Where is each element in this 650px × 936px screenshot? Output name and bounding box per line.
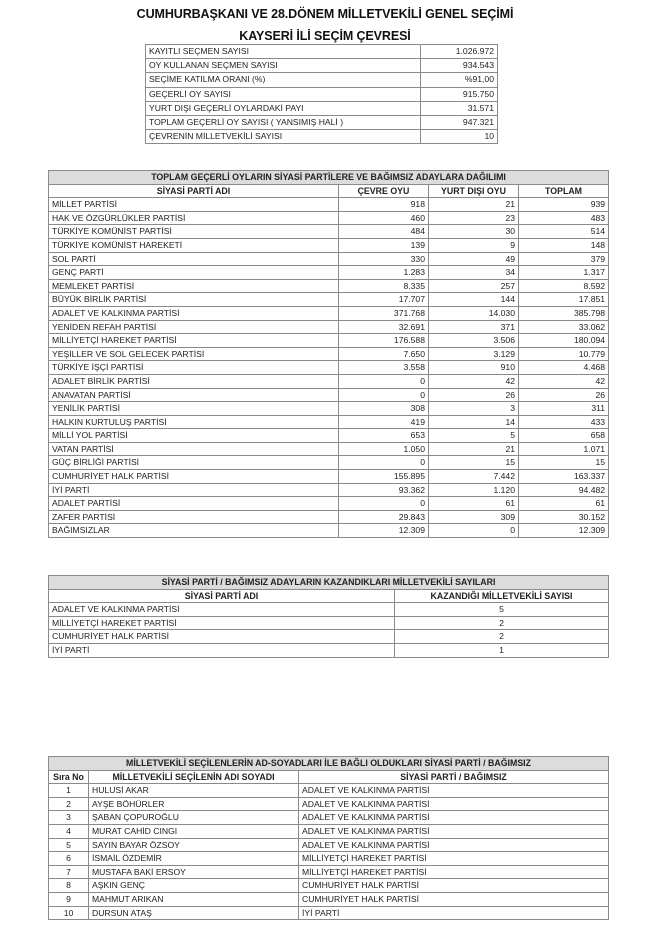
votes-row [49, 470, 609, 484]
district-votes: 176.588 [339, 334, 429, 348]
summary-label: KAYITLI SEÇMEN SAYISI [146, 45, 421, 59]
party-name: YENİDEN REFAH PARTİSİ [49, 320, 339, 334]
total-votes: 10.779 [519, 347, 609, 361]
abroad-votes: 49 [429, 252, 519, 266]
district-votes: 371.768 [339, 306, 429, 320]
total-votes: 379 [519, 252, 609, 266]
abroad-votes: 42 [429, 374, 519, 388]
mp-order: 6 [49, 852, 89, 866]
summary-row [146, 116, 498, 130]
mp-party: ADALET VE KALKINMA PARTİSİ [299, 784, 609, 798]
seat-count: 1 [395, 643, 609, 657]
abroad-votes: 23 [429, 211, 519, 225]
votes-row [49, 374, 609, 388]
votes-row [49, 361, 609, 375]
votes-row [49, 524, 609, 538]
seats-row [49, 603, 609, 617]
mp-party: ADALET VE KALKINMA PARTİSİ [299, 811, 609, 825]
abroad-votes: 7.442 [429, 470, 519, 484]
total-votes: 8.592 [519, 279, 609, 293]
mps-row [49, 784, 609, 798]
votes-row [49, 429, 609, 443]
votes-header-district: ÇEVRE OYU [339, 184, 429, 198]
abroad-votes: 910 [429, 361, 519, 375]
mps-table [48, 756, 609, 920]
mp-order: 5 [49, 838, 89, 852]
summary-row [146, 87, 498, 101]
mps-row [49, 797, 609, 811]
mp-name: MAHMUT ARIKAN [89, 892, 299, 906]
mp-party: ADALET VE KALKINMA PARTİSİ [299, 797, 609, 811]
district-votes: 8.335 [339, 279, 429, 293]
abroad-votes: 144 [429, 293, 519, 307]
summary-value: 1.026.972 [421, 45, 498, 59]
district-votes: 0 [339, 374, 429, 388]
abroad-votes: 21 [429, 198, 519, 212]
votes-row [49, 483, 609, 497]
mp-order: 7 [49, 865, 89, 879]
summary-row [146, 130, 498, 144]
total-votes: 1.071 [519, 442, 609, 456]
abroad-votes: 26 [429, 388, 519, 402]
total-votes: 658 [519, 429, 609, 443]
seat-count: 2 [395, 616, 609, 630]
party-name: TÜRKİYE KOMÜNİST PARTİSİ [49, 225, 339, 239]
mp-party: ADALET VE KALKINMA PARTİSİ [299, 838, 609, 852]
mp-name: ŞABAN ÇOPUROĞLU [89, 811, 299, 825]
district-votes: 17.707 [339, 293, 429, 307]
votes-row [49, 266, 609, 280]
mps-header-party: SİYASİ PARTİ / BAĞIMSIZ [299, 770, 609, 784]
party-name: YENİLİK PARTİSİ [49, 402, 339, 416]
votes-row [49, 497, 609, 511]
votes-row [49, 225, 609, 239]
party-name: İYİ PARTİ [49, 483, 339, 497]
mp-party: CUMHURİYET HALK PARTİSİ [299, 879, 609, 893]
total-votes: 17.851 [519, 293, 609, 307]
votes-row [49, 415, 609, 429]
district-votes: 3.558 [339, 361, 429, 375]
party-name: ADALET VE KALKINMA PARTİSİ [49, 603, 395, 617]
mps-row [49, 906, 609, 920]
party-name: MİLLET PARTİSİ [49, 198, 339, 212]
party-name: HAK VE ÖZGÜRLÜKLER PARTİSİ [49, 211, 339, 225]
district-votes: 93.362 [339, 483, 429, 497]
mp-party: İYİ PARTİ [299, 906, 609, 920]
mp-party: MİLLİYETÇİ HAREKET PARTİSİ [299, 865, 609, 879]
district-votes: 7.650 [339, 347, 429, 361]
votes-row [49, 293, 609, 307]
party-name: MİLLİ YOL PARTİSİ [49, 429, 339, 443]
district-votes: 484 [339, 225, 429, 239]
abroad-votes: 9 [429, 238, 519, 252]
mp-order: 1 [49, 784, 89, 798]
total-votes: 385.798 [519, 306, 609, 320]
party-name: ADALET PARTİSİ [49, 497, 339, 511]
seats-table-caption: SİYASİ PARTİ / BAĞIMSIZ ADAYLARIN KAZANDIKLARI MİLLETVEKİLİ SAYILARI [49, 576, 609, 590]
party-name: VATAN PARTİSİ [49, 442, 339, 456]
votes-row [49, 320, 609, 334]
total-votes: 4.468 [519, 361, 609, 375]
summary-label: TOPLAM GEÇERLİ OY SAYISI ( YANSIMIŞ HALİ ) [146, 116, 421, 130]
total-votes: 1.317 [519, 266, 609, 280]
party-name: MİLLİYETÇİ HAREKET PARTİSİ [49, 334, 339, 348]
votes-row [49, 306, 609, 320]
votes-row [49, 252, 609, 266]
total-votes: 26 [519, 388, 609, 402]
total-votes: 939 [519, 198, 609, 212]
seat-count: 5 [395, 603, 609, 617]
party-name: YEŞİLLER VE SOL GELECEK PARTİSİ [49, 347, 339, 361]
total-votes: 42 [519, 374, 609, 388]
mp-party: CUMHURİYET HALK PARTİSİ [299, 892, 609, 906]
mp-name: İSMAİL ÖZDEMİR [89, 852, 299, 866]
mps-row [49, 824, 609, 838]
abroad-votes: 3.506 [429, 334, 519, 348]
mp-name: HULUSİ AKAR [89, 784, 299, 798]
document-subtitle: KAYSERİ İLİ SEÇİM ÇEVRESİ [239, 29, 411, 43]
party-name: HALKIN KURTULUŞ PARTİSİ [49, 415, 339, 429]
total-votes: 311 [519, 402, 609, 416]
total-votes: 148 [519, 238, 609, 252]
party-name: MEMLEKET PARTİSİ [49, 279, 339, 293]
total-votes: 163.337 [519, 470, 609, 484]
party-name: BAĞIMSIZLAR [49, 524, 339, 538]
votes-row [49, 456, 609, 470]
summary-row [146, 59, 498, 73]
seats-row [49, 616, 609, 630]
district-votes: 0 [339, 456, 429, 470]
votes-header-total: TOPLAM [519, 184, 609, 198]
summary-value: 915.750 [421, 87, 498, 101]
votes-row [49, 279, 609, 293]
abroad-votes: 3.129 [429, 347, 519, 361]
district-votes: 1.050 [339, 442, 429, 456]
summary-row [146, 73, 498, 87]
party-name: TÜRKİYE KOMÜNİST HAREKETİ [49, 238, 339, 252]
abroad-votes: 5 [429, 429, 519, 443]
votes-header-abroad: YURT DIŞI OYU [429, 184, 519, 198]
abroad-votes: 3 [429, 402, 519, 416]
summary-label: YURT DIŞI GEÇERLİ OYLARDAKİ PAYI [146, 101, 421, 115]
summary-value: 934.543 [421, 59, 498, 73]
mp-name: AŞKIN GENÇ [89, 879, 299, 893]
mp-name: AYŞE BÖHÜRLER [89, 797, 299, 811]
mps-row [49, 865, 609, 879]
party-name: ADALET VE KALKINMA PARTİSİ [49, 306, 339, 320]
abroad-votes: 1.120 [429, 483, 519, 497]
district-votes: 32.691 [339, 320, 429, 334]
mps-row [49, 892, 609, 906]
district-votes: 460 [339, 211, 429, 225]
mp-name: MUSTAFA BAKİ ERSOY [89, 865, 299, 879]
district-votes: 0 [339, 497, 429, 511]
abroad-votes: 61 [429, 497, 519, 511]
votes-header-party: SİYASİ PARTİ ADI [49, 184, 339, 198]
mps-header-no: Sıra No [49, 770, 89, 784]
abroad-votes: 34 [429, 266, 519, 280]
summary-label: OY KULLANAN SEÇMEN SAYISI [146, 59, 421, 73]
party-name: BÜYÜK BİRLİK PARTİSİ [49, 293, 339, 307]
document-title: CUMHURBAŞKANI VE 28.DÖNEM MİLLETVEKİLİ GENEL SEÇİMİ [136, 7, 514, 21]
district-votes: 139 [339, 238, 429, 252]
mp-name: SAYIN BAYAR ÖZSOY [89, 838, 299, 852]
mps-table-caption: MİLLETVEKİLİ SEÇİLENLERİN AD-SOYADLARI İLE BAĞLI OLDUKLARI SİYASİ PARTİ / BAĞIMSIZ [49, 757, 609, 771]
district-votes: 918 [339, 198, 429, 212]
votes-row [49, 402, 609, 416]
total-votes: 30.152 [519, 510, 609, 524]
party-name: CUMHURİYET HALK PARTİSİ [49, 630, 395, 644]
party-name: ANAVATAN PARTİSİ [49, 388, 339, 402]
mp-party: MİLLİYETÇİ HAREKET PARTİSİ [299, 852, 609, 866]
total-votes: 15 [519, 456, 609, 470]
total-votes: 12.309 [519, 524, 609, 538]
mp-order: 4 [49, 824, 89, 838]
total-votes: 514 [519, 225, 609, 239]
abroad-votes: 14.030 [429, 306, 519, 320]
seats-row [49, 643, 609, 657]
party-name: GENÇ PARTİ [49, 266, 339, 280]
mps-row [49, 811, 609, 825]
summary-table [145, 44, 498, 144]
votes-row [49, 347, 609, 361]
summary-value: %91,00 [421, 73, 498, 87]
mp-name: MURAT CAHİD CINGI [89, 824, 299, 838]
total-votes: 180.094 [519, 334, 609, 348]
district-votes: 419 [339, 415, 429, 429]
votes-row [49, 510, 609, 524]
mps-row [49, 838, 609, 852]
abroad-votes: 30 [429, 225, 519, 239]
abroad-votes: 0 [429, 524, 519, 538]
seats-header-count: KAZANDIĞI MİLLETVEKİLİ SAYISI [395, 589, 609, 603]
abroad-votes: 309 [429, 510, 519, 524]
district-votes: 653 [339, 429, 429, 443]
mp-party: ADALET VE KALKINMA PARTİSİ [299, 824, 609, 838]
district-votes: 12.309 [339, 524, 429, 538]
summary-value: 31.571 [421, 101, 498, 115]
mp-order: 2 [49, 797, 89, 811]
summary-label: ÇEVRENİN MİLLETVEKİLİ SAYISI [146, 130, 421, 144]
votes-table [48, 170, 609, 538]
party-name: SOL PARTİ [49, 252, 339, 266]
abroad-votes: 257 [429, 279, 519, 293]
seats-row [49, 630, 609, 644]
mp-name: DURSUN ATAŞ [89, 906, 299, 920]
abroad-votes: 15 [429, 456, 519, 470]
summary-value: 10 [421, 130, 498, 144]
summary-row [146, 101, 498, 115]
seats-table [48, 575, 609, 658]
summary-value: 947.321 [421, 116, 498, 130]
district-votes: 308 [339, 402, 429, 416]
votes-row [49, 198, 609, 212]
total-votes: 94.482 [519, 483, 609, 497]
total-votes: 433 [519, 415, 609, 429]
votes-table-caption: TOPLAM GEÇERLİ OYLARIN SİYASİ PARTİLERE VE BAĞIMSIZ ADAYLARA DAĞILIMI [49, 171, 609, 185]
total-votes: 33.062 [519, 320, 609, 334]
district-votes: 0 [339, 388, 429, 402]
votes-row [49, 334, 609, 348]
mps-header-name: MİLLETVEKİLİ SEÇİLENİN ADI SOYADI [89, 770, 299, 784]
party-name: CUMHURİYET HALK PARTİSİ [49, 470, 339, 484]
summary-label: SEÇİME KATILMA ORANI (%) [146, 73, 421, 87]
mp-order: 10 [49, 906, 89, 920]
votes-row [49, 388, 609, 402]
total-votes: 61 [519, 497, 609, 511]
party-name: ADALET BİRLİK PARTİSİ [49, 374, 339, 388]
district-votes: 155.895 [339, 470, 429, 484]
seat-count: 2 [395, 630, 609, 644]
district-votes: 330 [339, 252, 429, 266]
mp-order: 8 [49, 879, 89, 893]
seats-header-party: SİYASİ PARTİ ADI [49, 589, 395, 603]
party-name: İYİ PARTİ [49, 643, 395, 657]
votes-row [49, 211, 609, 225]
summary-label: GEÇERLİ OY SAYISI [146, 87, 421, 101]
abroad-votes: 14 [429, 415, 519, 429]
votes-row [49, 442, 609, 456]
mps-row [49, 852, 609, 866]
summary-row [146, 45, 498, 59]
party-name: ZAFER PARTİSİ [49, 510, 339, 524]
abroad-votes: 371 [429, 320, 519, 334]
party-name: MİLLİYETÇİ HAREKET PARTİSİ [49, 616, 395, 630]
party-name: TÜRKİYE İŞÇİ PARTİSİ [49, 361, 339, 375]
district-votes: 29.843 [339, 510, 429, 524]
district-votes: 1.283 [339, 266, 429, 280]
party-name: GÜÇ BİRLİĞİ PARTİSİ [49, 456, 339, 470]
mps-row [49, 879, 609, 893]
mp-order: 3 [49, 811, 89, 825]
mp-order: 9 [49, 892, 89, 906]
total-votes: 483 [519, 211, 609, 225]
abroad-votes: 21 [429, 442, 519, 456]
votes-row [49, 238, 609, 252]
